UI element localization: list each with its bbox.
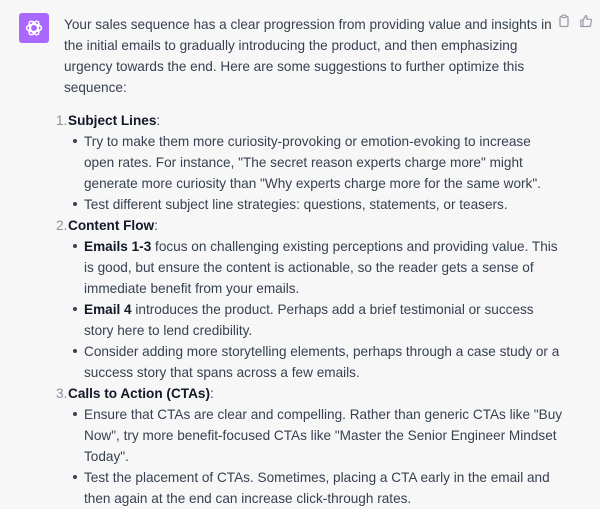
heading-suffix: : (156, 113, 161, 128)
heading-suffix: : (209, 386, 214, 401)
section-subject-lines (56, 110, 564, 215)
bullet-text: Consider adding more storytelling elements, perhaps through a case study or a success story that spans across a few emails. (84, 344, 560, 380)
section-heading: Content Flow (68, 218, 155, 233)
section-heading: Subject Lines (68, 113, 157, 128)
bullet-item (84, 194, 564, 215)
bullet-text: Ensure that CTAs are clear and compelling. Rather than generic CTAs like "Buy Now", try more benefit-focused CTAs like "Master the Senior Engineer Mindset Today". (84, 407, 563, 464)
bullet-list (68, 131, 564, 215)
assistant-message (56, 14, 564, 509)
thumbs-up-icon[interactable] (579, 14, 593, 28)
bullet-item (84, 131, 564, 194)
section-calls-to-action (56, 383, 564, 509)
section-heading: Calls to Action (CTAs) (68, 386, 210, 401)
bullet-item (84, 299, 564, 341)
bullet-item (84, 467, 564, 509)
bullet-list (68, 404, 564, 509)
bullet-item (84, 236, 564, 299)
section-content-flow (56, 215, 564, 383)
bullet-text: Try to make them more curiosity-provoking or emotion-evoking to increase open rates. For instance, "The secret reason experts charge more" might generate more curiosity than "Why experts charge more for the same work". (84, 134, 541, 191)
bullet-text: Test different subject line strategies: questions, statements, or teasers. (84, 197, 508, 212)
bullet-bold: Email 4 (84, 302, 132, 317)
bullet-item (84, 404, 564, 467)
section-number: 2. (56, 218, 68, 233)
bullet-text: Test the placement of CTAs. Sometimes, placing a CTA early in the email and then again at the end can increase click-through rates. (84, 470, 550, 506)
bullet-list (68, 236, 564, 383)
openai-logo-icon (24, 18, 44, 38)
suggestion-list (56, 110, 564, 509)
section-number: 1. (56, 113, 68, 128)
bullet-bold: Emails 1-3 (84, 239, 152, 254)
bullet-text: introduces the product. Perhaps add a brief testimonial or success story here to lend credibility. (84, 302, 534, 338)
bullet-text: focus on challenging existing perceptions and providing value. This is good, but ensure the content is actionable, so the reader gets a sense of immediate benefit from your emails. (84, 239, 558, 296)
message-intro: Your sales sequence has a clear progression from providing value and insights in the initial emails to gradually introducing the product, and then emphasizing urgency towards the end. Here are some suggestions to further optimize this sequence: (64, 17, 552, 95)
bullet-item (84, 341, 564, 383)
section-number: 3. (56, 386, 68, 401)
heading-suffix: : (154, 218, 158, 233)
assistant-avatar (19, 13, 49, 43)
